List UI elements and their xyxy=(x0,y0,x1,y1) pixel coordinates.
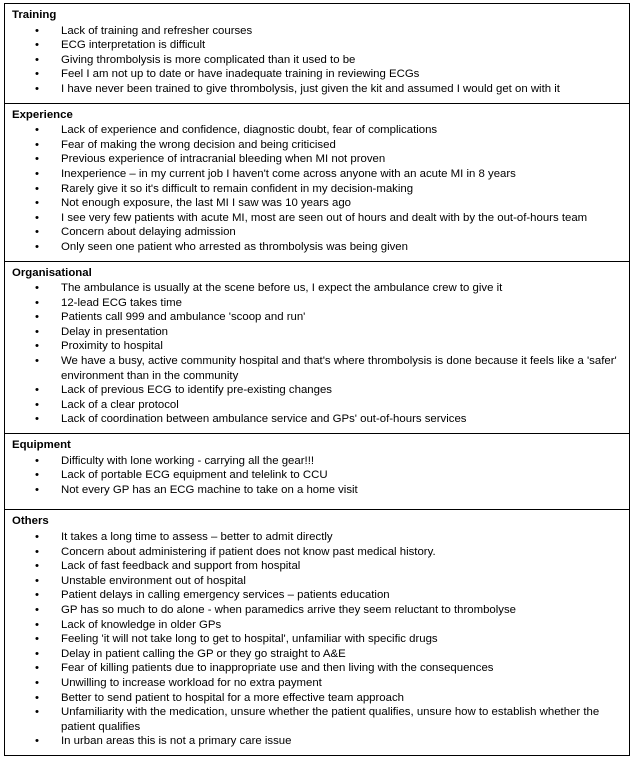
list-item: • Unfamiliarity with the medication, unsure whether the patient qualifies, unsure how to establish whether the patient qualifies xyxy=(12,705,623,734)
list-item: • Lack of knowledge in older GPs xyxy=(12,618,623,633)
list-item: • Delay in presentation xyxy=(12,325,623,340)
list-item: • Previous experience of intracranial bleeding when MI not proven xyxy=(12,152,623,167)
list-item: • Not every GP has an ECG machine to take on a home visit xyxy=(12,483,623,498)
section-spacer xyxy=(12,497,623,503)
list-item: • ECG interpretation is difficult xyxy=(12,38,623,53)
section-heading: Others xyxy=(12,515,49,528)
list-item: • It takes a long time to assess – better to admit directly xyxy=(12,530,623,545)
list-item: • Concern about administering if patient does not know past medical history. xyxy=(12,545,623,560)
list-item: • Only seen one patient who arrested as thrombolysis was being given xyxy=(12,240,623,255)
list-item: • Inexperience – in my current job I haven't come across anyone with an acute MI in 8 years xyxy=(12,167,623,182)
section-equipment xyxy=(5,433,629,509)
list-item: • Lack of previous ECG to identify pre-existing changes xyxy=(12,383,623,398)
list-item: • I see very few patients with acute MI, most are seen out of hours and dealt with by the out-of-hours team xyxy=(12,211,623,226)
list-item: • Lack of coordination between ambulance service and GPs' out-of-hours services xyxy=(12,412,623,427)
list-item: • Patient delays in calling emergency services – patients education xyxy=(12,588,623,603)
section-heading: Organisational xyxy=(12,266,92,279)
list-item: • Unwilling to increase workload for no extra payment xyxy=(12,676,623,691)
section-heading: Equipment xyxy=(12,439,71,452)
barriers-table xyxy=(4,3,630,756)
list-item: • Delay in patient calling the GP or they go straight to A&E xyxy=(12,647,623,662)
list-item: • Unstable environment out of hospital xyxy=(12,574,623,589)
list-item: • Lack of fast feedback and support from hospital xyxy=(12,559,623,574)
list-item: • Difficulty with lone working - carrying all the gear!!! xyxy=(12,454,623,469)
section-training xyxy=(5,4,629,103)
list-item: • GP has so much to do alone - when paramedics arrive they seem reluctant to thrombolyse xyxy=(12,603,623,618)
list-item: • Proximity to hospital xyxy=(12,339,623,354)
list-item: • Lack of training and refresher courses xyxy=(12,24,623,39)
item-list xyxy=(12,454,623,498)
list-item: • Lack of experience and confidence, diagnostic doubt, fear of complications xyxy=(12,123,623,138)
list-item: • 12-lead ECG takes time xyxy=(12,296,623,311)
section-others xyxy=(5,509,629,755)
list-item: • Lack of portable ECG equipment and telelink to CCU xyxy=(12,468,623,483)
list-item: • Giving thrombolysis is more complicated than it used to be xyxy=(12,53,623,68)
item-list xyxy=(12,123,623,254)
item-list xyxy=(12,24,623,97)
list-item: • Patients call 999 and ambulance 'scoop and run' xyxy=(12,310,623,325)
item-list xyxy=(12,281,623,427)
section-organisational xyxy=(5,261,629,434)
list-item: • Feel I am not up to date or have inadequate training in reviewing ECGs xyxy=(12,67,623,82)
list-item: • In urban areas this is not a primary care issue xyxy=(12,734,623,749)
list-item: • The ambulance is usually at the scene before us, I expect the ambulance crew to give it xyxy=(12,281,623,296)
section-heading: Experience xyxy=(12,108,73,121)
section-experience xyxy=(5,103,629,261)
list-item: • Rarely give it so it's difficult to remain confident in my decision-making xyxy=(12,182,623,197)
list-item: • I have never been trained to give thrombolysis, just given the kit and assumed I would get on with it xyxy=(12,82,623,97)
item-list xyxy=(12,530,623,749)
list-item: • Feeling 'it will not take long to get to hospital', unfamiliar with specific drugs xyxy=(12,632,623,647)
list-item: • Better to send patient to hospital for a more effective team approach xyxy=(12,691,623,706)
list-item: • Concern about delaying admission xyxy=(12,225,623,240)
list-item: • Lack of a clear protocol xyxy=(12,398,623,413)
list-item: • Fear of killing patients due to inappropriate use and then living with the consequences xyxy=(12,661,623,676)
list-item: • We have a busy, active community hospital and that's where thrombolysis is done because it feels like a 'safer' environment than in the community xyxy=(12,354,623,383)
list-item: • Fear of making the wrong decision and being criticised xyxy=(12,138,623,153)
section-heading: Training xyxy=(12,9,57,21)
list-item: • Not enough exposure, the last MI I saw was 10 years ago xyxy=(12,196,623,211)
